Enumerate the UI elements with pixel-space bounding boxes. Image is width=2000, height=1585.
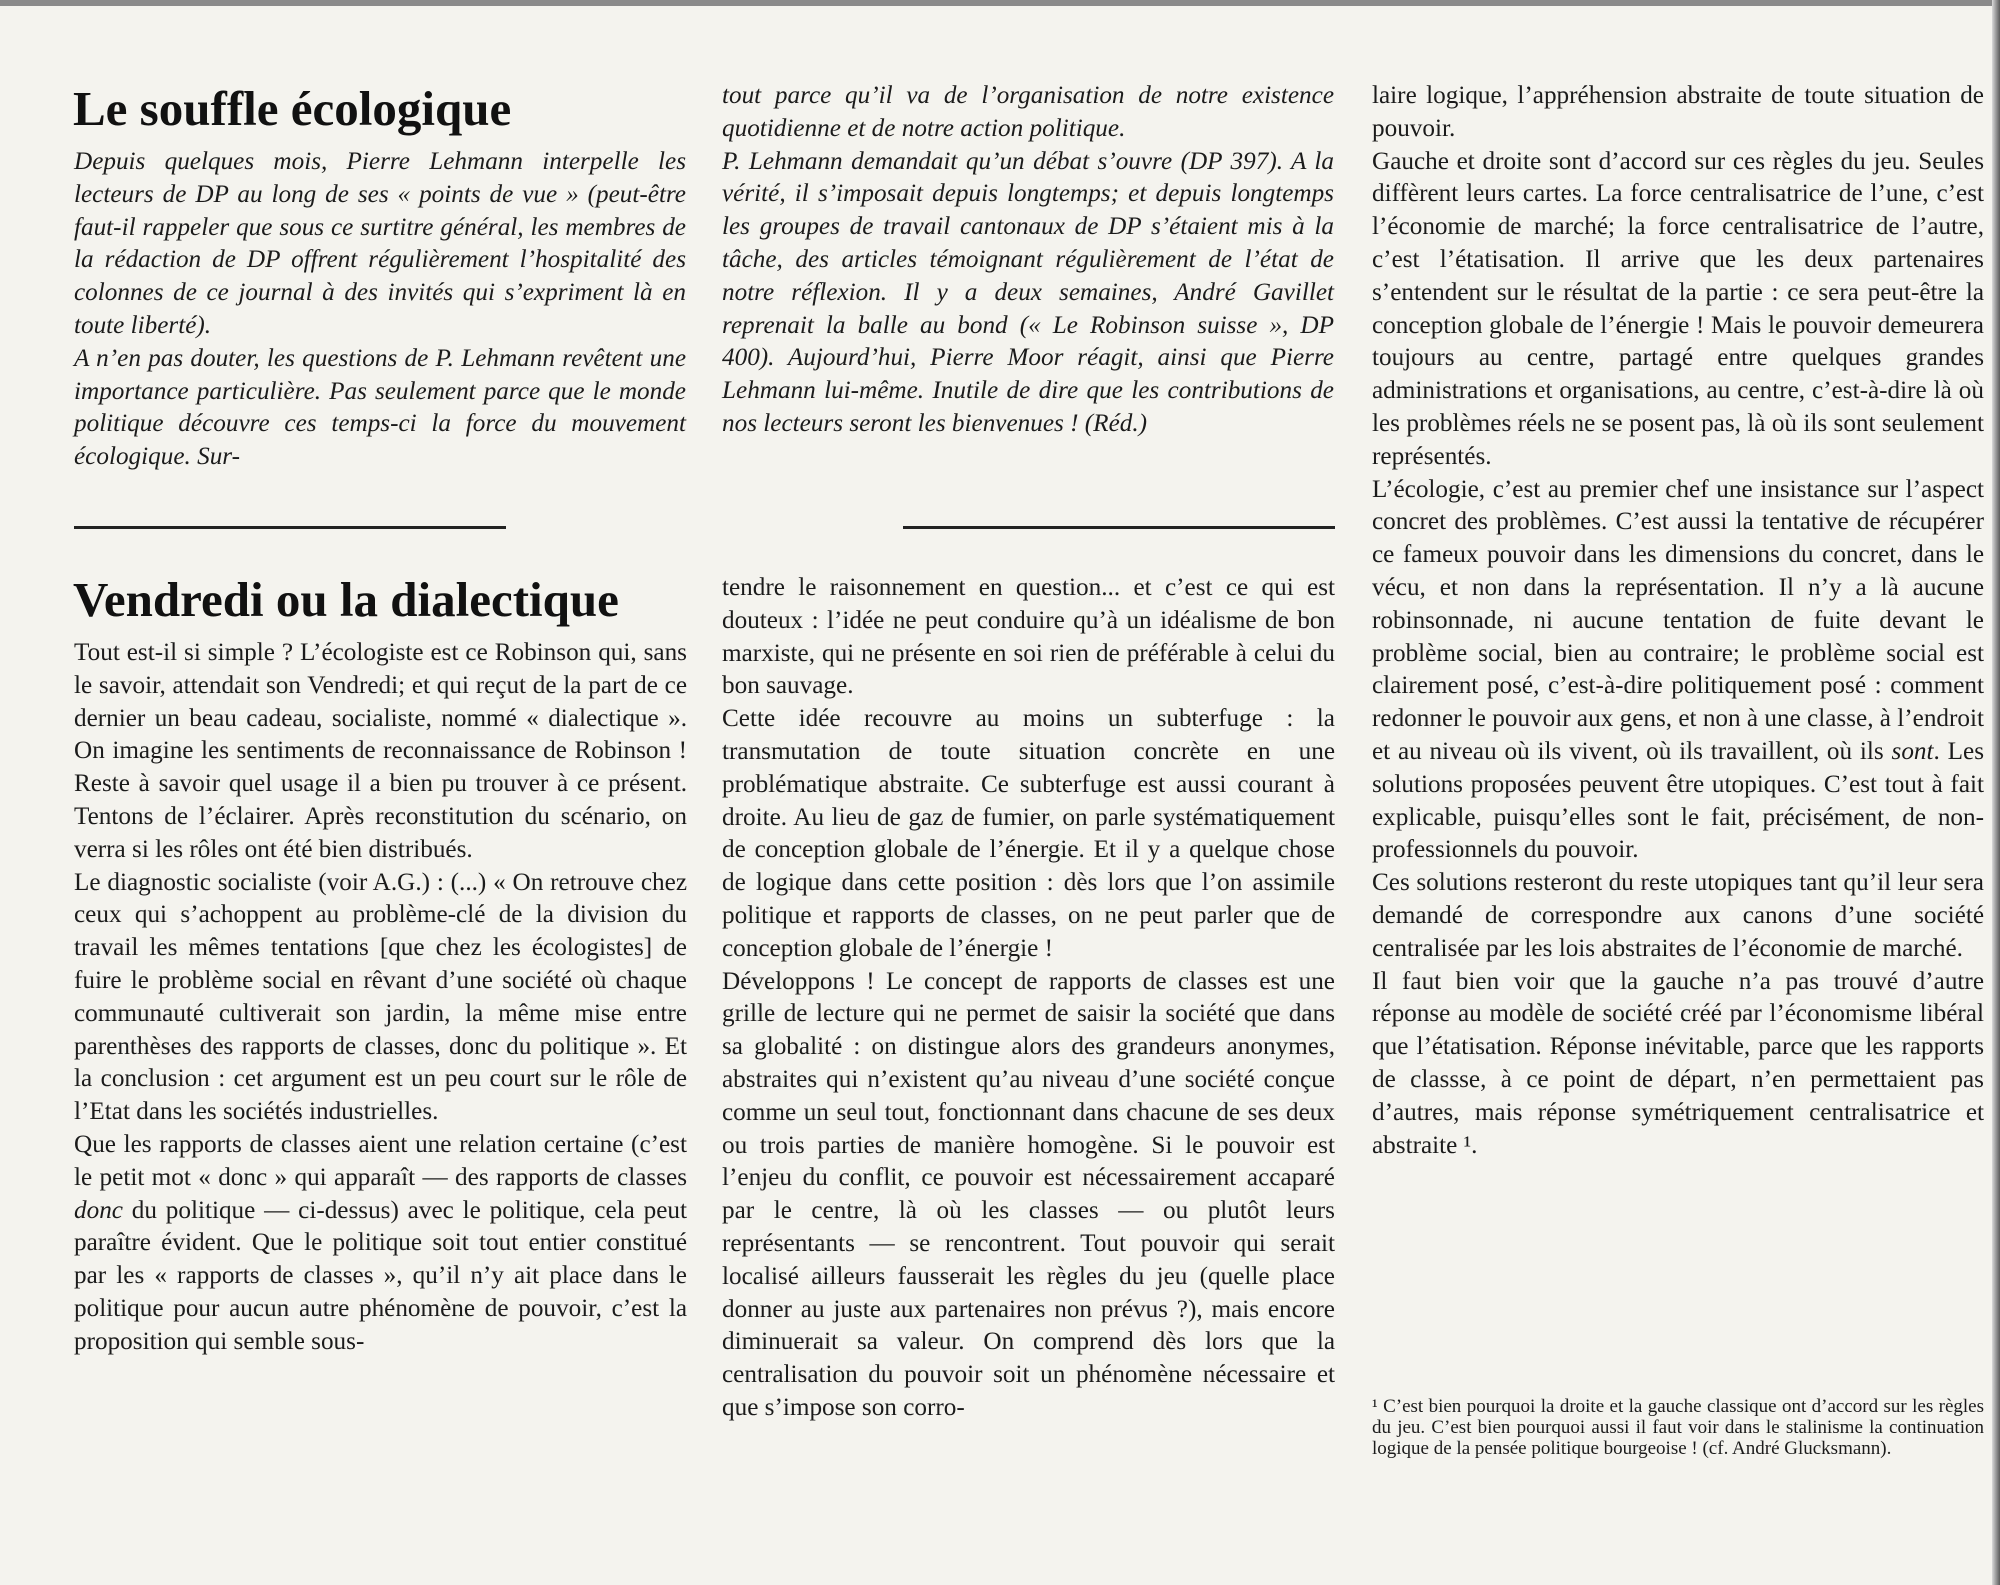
article-title-vendredi: Vendredi ou la dialectique [73,572,619,627]
intro-column-1 [74,146,686,474]
body-paragraph: Il faut bien voir que la gauche n’a pas trouvé d’autre réponse au modèle de société créé par l’économisme libéral que l’étatisation. Réponse inévitable, parce que les rapports de classse, à ce point de départ, n’en permettaient pas d’autres, mais réponse symétriquement centralisatrice et abstraite ¹. [1372,967,1984,1159]
body-paragraph: L’écologie, c’est au premier chef une insistance sur l’aspect concret des problèmes. C’est aussi la tentative de récupérer ce fameux pouvoir dans les dimensions du concret, dans le vécu, et non dans la représentation. Il n’y a là aucune robinsonnade, ni aucune tentation de fuite devant le problème social, bien au contraire; le problème social est clairement posé, c’est-à-dire politiquement posé : comment redonner le pouvoir aux gens, et non à une classe, à l’endroit et au niveau où ils vivent, où ils travaillent, où ils sont. Les solutions proposées peuvent être utopiques. C’est tout à fait explicable, puisqu’elles sont le fait, précisément, de non-professionnels du pouvoir. [1372,475,1984,864]
intro-paragraph: P. Lehmann demandait qu’un débat s’ouvre (DP 397). A la vérité, il s’imposait depuis longtemps; et depuis longtemps les groupes de travail cantonaux de DP s’étaient mis à la tâche, des articles témoignant régulièrement de l’état de notre réflexion. Il y a deux semaines, André Gavillet reprenait la balle au bond (« Le Robinson suisse », DP 400). Aujourd’hui, Pierre Moor réagit, ainsi que Pierre Lehmann lui-même. Inutile de dire que les contributions de nos lecteurs seront les bienvenues ! (Réd.) [722,147,1334,437]
body-paragraph: Développons ! Le concept de rapports de classes est une grille de lecture qui ne permet de saisir la société que dans sa globalité : on distingue alors des grandeurs anonymes, abstraites qui n’existent qu’au niveau d’une société conçue comme un seul tout, fonctionnant dans chacune de ses deux ou trois parties de manière homogène. Si le pouvoir est l’enjeu du conflit, ce pouvoir est nécessairement accaparé par le centre, là où les classes — ou plutôt leurs représentants — se rencontrent. Tout pouvoir qui serait localisé ailleurs fausserait les règles du jeu (quelle place donner au juste aux partenaires non prévus ?), mais encore diminuerait sa valeur. On comprend dès lors que la centralisation du pouvoir soit un phénomène nécessaire et que s’impose son corro- [722,967,1335,1421]
body-paragraph: tendre le raisonnement en question... et c’est ce qui est douteux : l’idée ne peut conduire qu’à un idéalisme de bon marxiste, qui ne présente en soi rien de préférable à celui du bon sauvage. [722,574,1335,700]
body-paragraph: Cette idée recouvre au moins un subterfuge : la transmutation de toute situation concrète en une problématique abstraite. Ce subterfuge est aussi courant à droite. Au lieu de gaz de fumier, on parle systématiquement de conception globale de l’énergie. Et il y a quelque chose de logique dans cette position : dès lors que l’on assimile politique et rapports de classes, on ne peut parler que de conception globale de l’énergie ! [722,705,1335,962]
intro-paragraph: A n’en pas douter, les questions de P. Lehmann revêtent une importance particulière. Pas seulement parce que le monde politique découvre ces temps-ci la force du mouvement écologique. Sur- [74,344,686,471]
body-column-1 [74,637,687,1359]
body-paragraph: Ces solutions resteront du reste utopiques tant qu’il leur sera demandé de correspondre aux canons d’une société centralisée par les lois abstraites de l’économie de marché. [1372,869,1984,962]
body-paragraph: Le diagnostic socialiste (voir A.G.) : (...) « On retrouve chez ceux qui s’achoppent au problème-clé de la division du travail les mêmes tentations [que chez les écologistes] de fuire le problème social en rêvant d’une société où chaque communauté cultiverait son jardin, la même mise entre parenthèses des rapports de classes, donc du politique ». Et la conclusion : cet argument est un peu court sur le rôle de l’Etat dans les sociétés industrielles. [74,868,687,1126]
body-column-3 [1372,80,1984,1162]
body-paragraph: Gauche et droite sont d’accord sur ces règles du jeu. Seules diffèrent leurs cartes. La force centralisatrice de l’une, c’est l’économie de marché; la force centralisatrice de l’autre, c’est l’étatisation. Il arrive que les deux partenaires s’entendent sur le résultat de la partie : ce sera peut-être la conception globale de l’énergie ! Mais le pouvoir demeurera toujours au centre, partagé entre quelques grandes administrations et organisations, au centre, c’est-à-dire là où les problèmes réels ne se posent pas, là où ils sont seulement représentés. [1372,147,1984,470]
separator-rule-right [903,526,1335,529]
body-column-2 [722,572,1335,1425]
body-paragraph: Tout est-il si simple ? L’écologiste est ce Robinson qui, sans le savoir, attendait son Vendredi; et qui reçut de la part de ce dernier un beau cadeau, socialiste, nommé « dialectique ». On imagine les sentiments de reconnaissance de Robinson ! Reste à savoir quel usage il a bien pu trouver à ce présent. Tentons de l’éclairer. Après reconstitution du scénario, on verra si les rôles ont été bien distribués. [74,639,687,863]
article-title-souffle: Le souffle écologique [73,81,512,136]
intro-paragraph: Depuis quelques mois, Pierre Lehmann interpelle les lecteurs de DP au long de ses « points de vue » (peut-être faut-il rappeler que sous ce surtitre général, les membres de la rédaction de DP offrent régulièrement l’hospitalité des colonnes de ce journal à des invités qui s’expriment là en toute liberté). [74,148,686,339]
intro-column-2 [722,80,1334,441]
body-paragraph: Que les rapports de classes aient une relation certaine (c’est le petit mot « donc » qui apparaît — des rapports de classes donc du politique — ci-dessus) avec le politique, cela peut paraître évident. Que le politique soit tout entier constitué par les « rapports de classes », qu’il n’y ait place dans le politique pour aucun autre phénomène de pouvoir, c’est la proposition qui semble sous- [74,1130,687,1355]
page-right-edge [1992,0,2000,1585]
footnote: ¹ C’est bien pourquoi la droite et la gauche classique ont d’accord sur les règles du jeu. C’est bien pourquoi aussi il faut voir dans le stalinisme la continuation logique de la pensée politique bourgeoise ! (cf. André Glucksmann). [1372,1396,1984,1459]
body-paragraph: laire logique, l’appréhension abstraite de toute situation de pouvoir. [1372,82,1984,142]
page-top-edge [0,0,2000,6]
separator-rule-left [74,526,506,529]
intro-paragraph: tout parce qu’il va de l’organisation de notre existence quotidienne et de notre action politique. [722,82,1334,142]
